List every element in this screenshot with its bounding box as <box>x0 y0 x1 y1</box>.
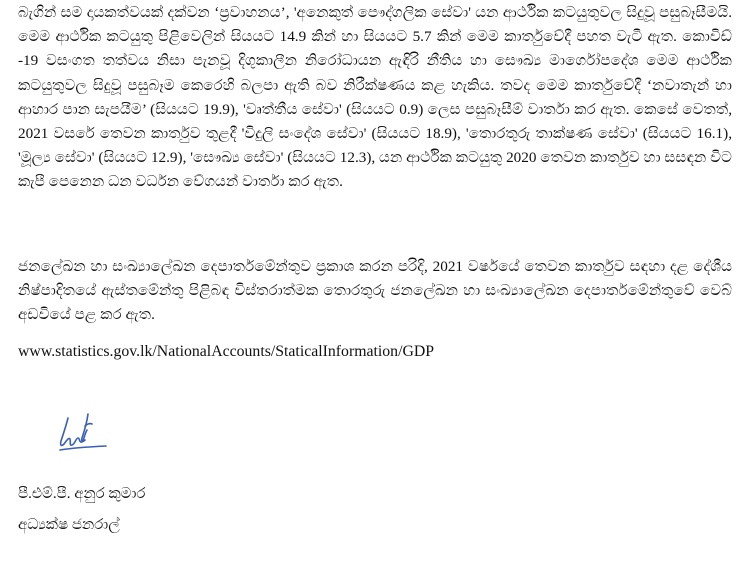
signer-name: පී.එම්.පී. අනුර කුමාර <box>18 486 146 502</box>
handwritten-signature <box>54 408 118 460</box>
paragraph-economic-activities: බැගින් සම දායකත්වයක් දක්වන ‘ප්‍රවාහනය’, 'අනෙකුත් පෞද්ගලික සේවා' යන ආර්ථික කටයුතුවල සිදුවූ පසුබෑසීමයි. මෙම ආර්ථික කටයුතු පිළිවෙලින් සියයට 14.9 කින් හා සියයට 5.7 කින් මෙම කාර්තුවේදී පහත වැටී ඇත. කොවිඩ් -19 වසංගත තත්වය නිසා පැනවූ දිගුකාලීන නිරෝධායන ඇඳිරි නීතිය හා සෞඛ්‍ය මාර්ගෝපදේශ මෙම ආර්ථික කටයුතුවල සිදුවූ පසුබෑම කෙරෙහි බලපා ඇති බව නිරීක්ෂණය කළ හැකිය. තවද මෙම කාර්තුවේදී ‘නවාතැන් හා ආහාර පාන සැපයීම’ (සියයට 19.9), 'වෘත්තීය සේවා' (සියයට 0.9) ලෙස පසුබෑසීම් වාර්තා කර ඇත. කෙසේ වෙතත්, 2021 වසරේ තෙවන කාර්තුව තුළදී 'විදුලි සංදේශ සේවා' (සියයට 18.9), 'තොරතුරු තාක්ෂණ සේවා' (සියයට 16.1), 'මූල්‍ය සේවා' (සියයට 12.9), 'සෞඛ්‍ය සේවා' (සියයට 12.3), යන ආර්ථික කටයුතු 2020 තෙවන කාර්තුව හා සසඳන විට කැපී පෙනෙන ධන වර්ධන වේගයන් වාර්තා කර ඇත. <box>18 4 732 191</box>
statistics-website-url[interactable]: www.statistics.gov.lk/NationalAccounts/StaticalInformation/GDP <box>18 343 435 361</box>
paragraph-publication-notice: ජනලේඛන හා සංඛ්‍යාලේඛන දෙපාර්තමේන්තුව ප්‍රකාශ කරන පරිදි, 2021 වර්ෂයේ තෙවන කාර්තුව සඳහා දළ දේශීය නිෂ්පාදිතයේ ඇස්තමේන්තු පිළිබඳ විස්තරාත්මක තොරතුරු ජනලේඛන හා සංඛ්‍යාලේඛන දෙපාර්තමේන්තුවේ වෙබ් අඩවියේ පළ කර ඇත. <box>18 257 732 324</box>
signer-title: අධ්‍යක්ෂ ජනරාල් <box>18 517 120 533</box>
document-page <box>18 0 732 533</box>
